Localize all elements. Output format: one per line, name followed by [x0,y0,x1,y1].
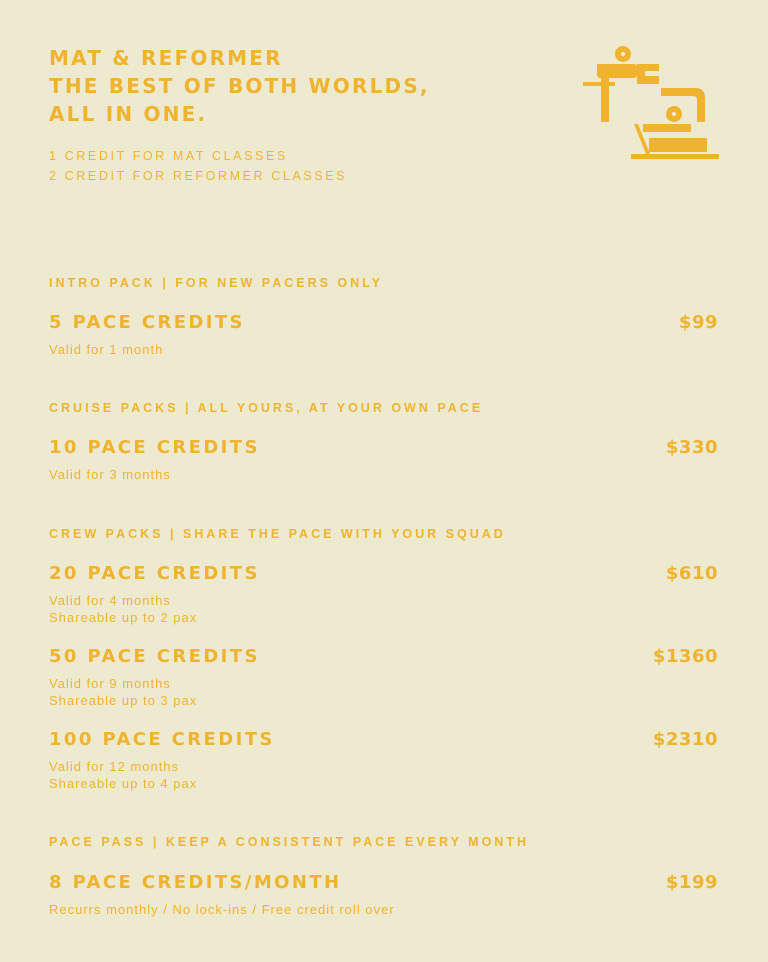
pack-note: Valid for 9 months [49,676,171,691]
pack-item [49,563,718,626]
pack-name: 100 PACE CREDITS [49,729,275,750]
pack-note: Shareable up to 3 pax [49,693,198,708]
hero-title-line: ALL IN ONE. [49,102,208,126]
hero-title-line: MAT & REFORMER [49,46,283,70]
pack-note: Shareable up to 2 pax [49,610,198,625]
pack-note: Shareable up to 4 pax [49,776,198,791]
pack-item [49,729,718,792]
pack-price: $199 [665,872,718,893]
pack-item [49,872,718,918]
section-heading-crew: CREW PACKS | SHARE THE PACE WITH YOUR SQUAD [49,527,506,541]
pack-note: Recurrs monthly / No lock-ins / Free credit roll over [49,902,395,917]
pack-item [49,437,718,483]
credit-rule-reformer: 2 CREDIT FOR REFORMER CLASSES [49,169,348,183]
pack-item [49,312,718,358]
pilates-figures-icon [583,44,721,164]
hero-title-line: THE BEST OF BOTH WORLDS, [49,74,430,98]
pack-name: 8 PACE CREDITS/MONTH [49,872,342,893]
pack-note: Valid for 1 month [49,342,164,357]
pack-name: 50 PACE CREDITS [49,646,260,667]
pack-item [49,646,718,709]
section-heading-intro: INTRO PACK | FOR NEW PACERS ONLY [49,276,384,290]
credit-rule-mat: 1 CREDIT FOR MAT CLASSES [49,149,288,163]
pack-price: $1360 [652,646,718,667]
pack-name: 20 PACE CREDITS [49,563,260,584]
pack-name: 5 PACE CREDITS [49,312,245,333]
pack-price: $610 [665,563,718,584]
hero-header [49,44,430,186]
pack-note: Valid for 3 months [49,467,171,482]
section-heading-pace-pass: PACE PASS | KEEP A CONSISTENT PACE EVERY MONTH [49,835,529,849]
pack-note: Valid for 12 months [49,759,180,774]
pack-note: Valid for 4 months [49,593,171,608]
pack-price: $2310 [652,729,718,750]
credit-rules [49,146,430,186]
pack-price: $330 [665,437,718,458]
section-heading-cruise: CRUISE PACKS | ALL YOURS, AT YOUR OWN PACE [49,401,484,415]
pack-price: $99 [678,312,718,333]
pack-name: 10 PACE CREDITS [49,437,260,458]
